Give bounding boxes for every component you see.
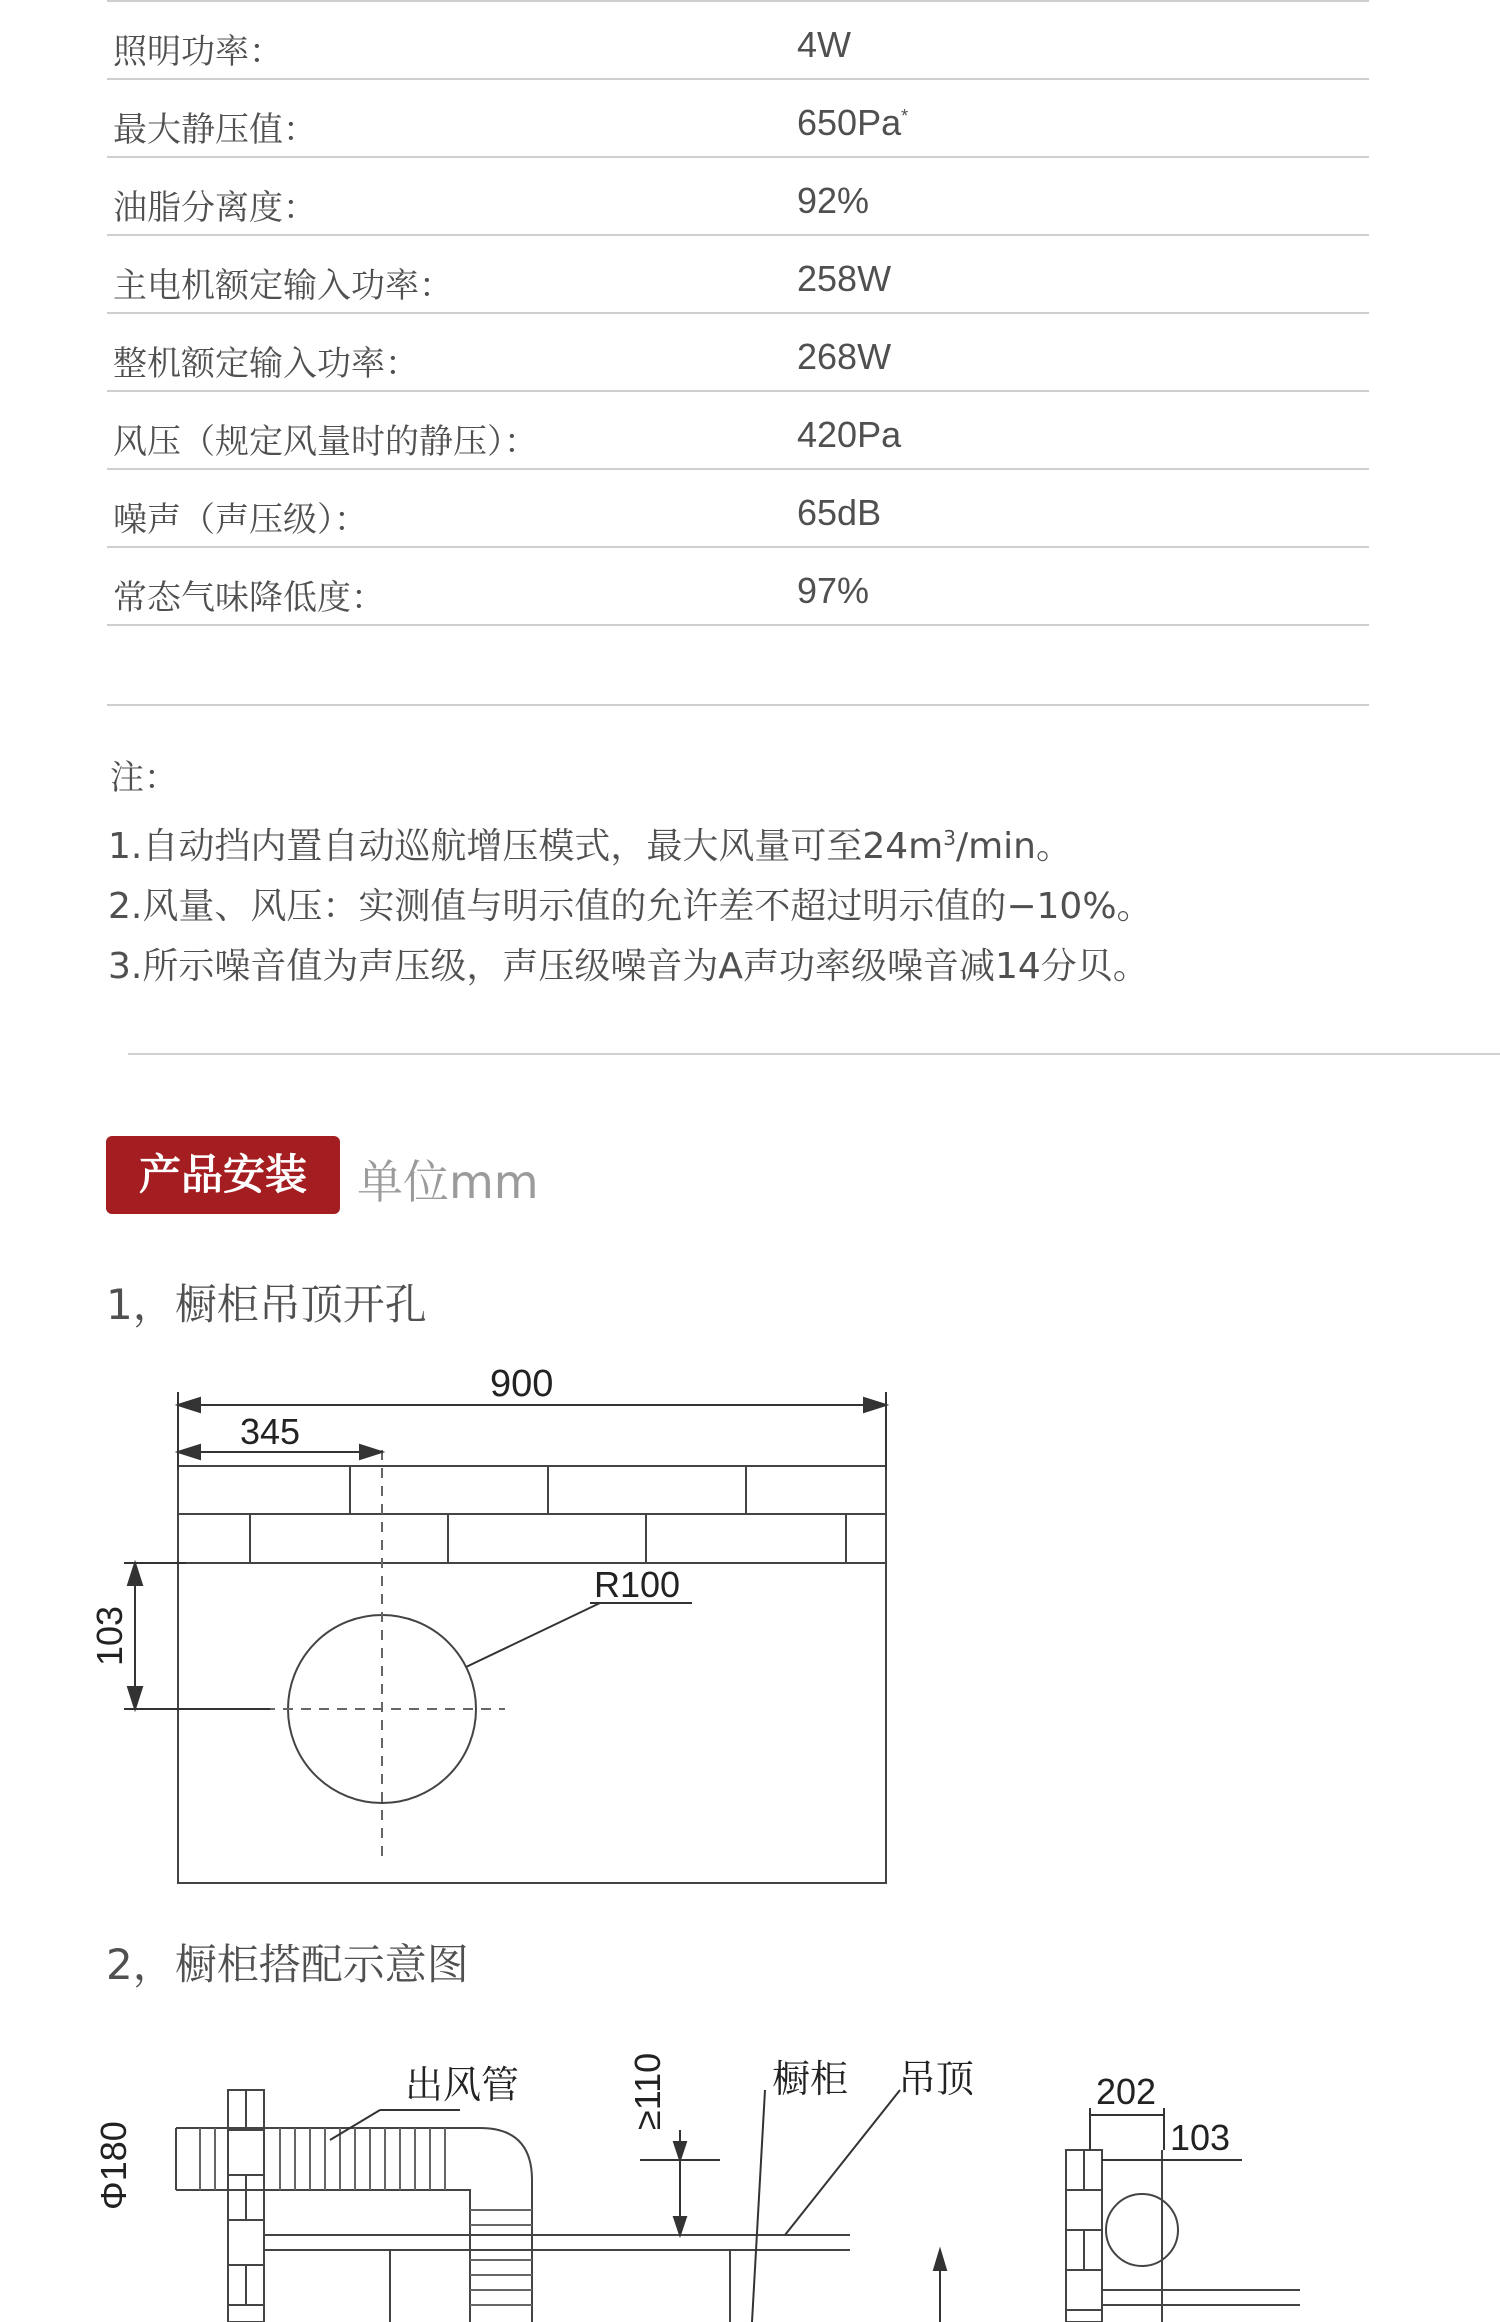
- spec-value: 92%: [797, 180, 870, 221]
- spec-label: 油脂分离度：: [113, 188, 317, 228]
- spec-label: 主电机额定输入功率：: [113, 266, 453, 306]
- spec-label: 噪声（声压级）：: [113, 500, 368, 540]
- spec-value: 650Pa*: [797, 102, 909, 143]
- spec-row: [107, 314, 1369, 392]
- spec-row: [107, 0, 1369, 80]
- step-1-title: 1，橱柜吊顶开孔: [106, 1280, 427, 1329]
- spec-label: 最大静压值：: [113, 110, 317, 150]
- spec-row: [107, 236, 1369, 314]
- table-end-rule: [107, 704, 1369, 706]
- spec-table: [107, 0, 1369, 626]
- cabinet-matching-diagram: [0, 2040, 1300, 2322]
- spec-label: 照明功率：: [113, 32, 283, 72]
- side-offset-label: 103: [1170, 2117, 1231, 2158]
- footnote-mark: *: [901, 106, 909, 126]
- spec-row: [107, 470, 1369, 548]
- ceiling-label: 吊顶: [898, 2059, 975, 2101]
- dim-depth-label: 103: [89, 1605, 130, 1666]
- clearance-label: ≥110: [627, 2052, 668, 2130]
- ceiling-cutout-diagram: [0, 1340, 960, 1900]
- radius-label: R100: [594, 1564, 681, 1605]
- side-width-label: 202: [1096, 2071, 1157, 2112]
- section-divider: [128, 1053, 1500, 1055]
- note-line-3: 3.所示噪音值为声压级，声压级噪音为A声功率级噪音减14分贝。: [108, 946, 1149, 987]
- spec-row: [107, 548, 1369, 626]
- cabinet-panel: [178, 1466, 886, 1883]
- duct-label: 出风管: [405, 2065, 520, 2107]
- dim-offset-label: 345: [240, 1411, 301, 1452]
- dim-width-label: 900: [490, 1363, 554, 1405]
- spec-value: 4W: [797, 24, 851, 65]
- spec-row: [107, 392, 1369, 470]
- spec-label: 常态气味降低度：: [113, 578, 385, 618]
- spec-value: 420Pa: [797, 414, 902, 455]
- spec-row: [107, 158, 1369, 236]
- install-section-badge: 产品安装: [106, 1136, 340, 1214]
- duct-diameter-label: Φ180: [93, 2121, 134, 2210]
- step-2-title: 2，橱柜搭配示意图: [106, 1940, 469, 1989]
- unit-label: 单位mm: [357, 1155, 539, 1209]
- notes-title: 注：: [110, 758, 178, 798]
- spec-row: [107, 80, 1369, 158]
- spec-value: 268W: [797, 336, 892, 377]
- side-duct-circle: [1106, 2194, 1178, 2266]
- note-line-1: 1.自动挡内置自动巡航增压模式，最大风量可至$24m^3/\min$。: [108, 826, 1072, 867]
- spec-value: 65dB: [797, 492, 882, 533]
- note-line-2: 2.风量、风压：实测值与明示值的允许差不超过明示值的−10%。: [108, 886, 1153, 927]
- spec-label: 风压（规定风量时的静压）：: [113, 422, 538, 462]
- cabinet-label: 橱柜: [772, 2059, 849, 2101]
- spec-label: 整机额定输入功率：: [113, 344, 419, 384]
- spec-value: 258W: [797, 258, 892, 299]
- spec-value: 97%: [797, 570, 870, 611]
